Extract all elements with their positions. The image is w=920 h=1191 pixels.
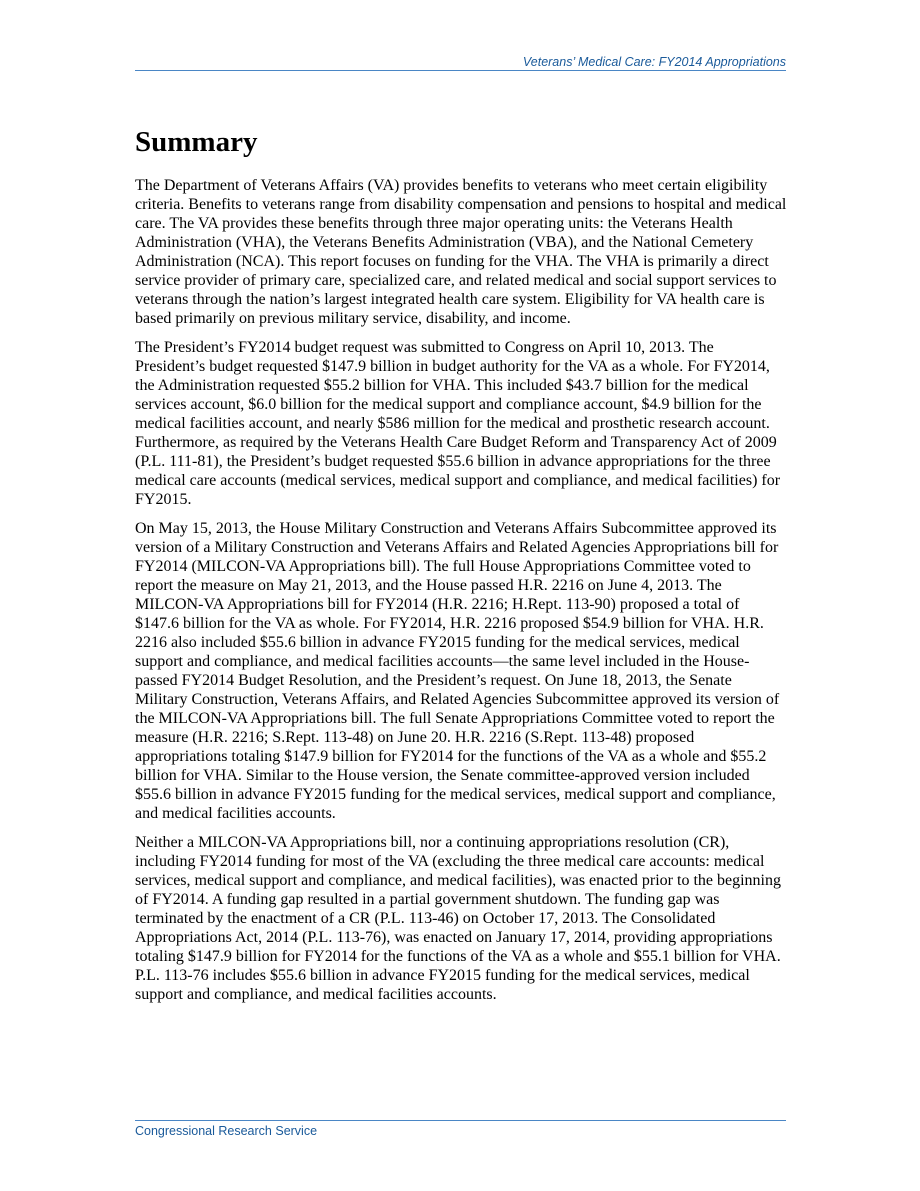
paragraph: Neither a MILCON-VA Appropriations bill, nor a continuing appropriations resolution (CR), including FY2014 funding for most of the VA (excluding the three medical care accounts: medical services, medical support and compliance, and medical facilities), was enacted prior to the beginning of FY2014. A funding gap resulted in a partial government shutdown. The funding gap was terminated by the enactment of a CR (P.L. 113-46) on October 17, 2013. The Consolidated Appropriations Act, 2014 (P.L. 113-76), was enacted on January 17, 2014, providing appropriations totaling $147.9 billion for FY2014 for the functions of the VA as a whole and $55.1 billion for VHA. P.L. 113-76 includes $55.6 billion in advance FY2015 funding for the medical services, medical support and compliance, and medical facilities accounts. xyxy=(135,834,781,1003)
paragraph: The Department of Veterans Affairs (VA) provides benefits to veterans who meet certain eligibility criteria. Benefits to veterans range from disability compensation and pensions to hospital and medical care. The VA provides these benefits through three major operating units: the Veterans Health Administration (VHA), the Veterans Benefits Administration (VBA), and the National Cemetery Administration (NCA). This report focuses on funding for the VHA. The VHA is primarily a direct service provider of primary care, specialized care, and related medical and social support services to veterans through the nation’s largest integrated health care system. Eligibility for VA health care is based primarily on previous military service, disability, and income. xyxy=(135,177,787,327)
page-title: Summary xyxy=(135,126,258,158)
footer-divider xyxy=(135,1120,786,1121)
header-divider xyxy=(135,70,786,71)
running-header: Veterans’ Medical Care: FY2014 Appropriations xyxy=(522,55,786,69)
footer-organization: Congressional Research Service xyxy=(135,1124,318,1138)
summary-body xyxy=(135,176,787,1014)
paragraph: The President’s FY2014 budget request was submitted to Congress on April 10, 2013. The President’s budget requested $147.9 billion in budget authority for the VA as a whole. For FY2014, the Administration requested $55.2 billion for VHA. This included $43.7 billion for the medical services account, $6.0 billion for the medical support and compliance account, $4.9 billion for the medical facilities account, and nearly $586 million for the medical and prosthetic research account. Furthermore, as required by the Veterans Health Care Budget Reform and Transparency Act of 2009 (P.L. 111-81), the President’s budget requested $55.6 billion in advance appropriations for the three medical care accounts (medical services, medical support and compliance, and medical facilities) for FY2015. xyxy=(135,339,781,508)
paragraph: On May 15, 2013, the House Military Construction and Veterans Affairs Subcommittee approved its version of a Military Construction and Veterans Affairs and Related Agencies Appropriations bill for FY2014 (MILCON-VA Appropriations bill). The full House Appropriations Committee voted to report the measure on May 21, 2013, and the House passed H.R. 2216 on June 4, 2013. The MILCON-VA Appropriations bill for FY2014 (H.R. 2216; H.Rept. 113-90) proposed a total of $147.6 billion for the VA as whole. For FY2014, H.R. 2216 proposed $54.9 billion for VHA. H.R. 2216 also included $55.6 billion in advance FY2015 funding for the medical services, medical support and compliance, and medical facilities accounts—the same level included in the House-passed FY2014 Budget Resolution, and the President’s request. On June 18, 2013, the Senate Military Construction, Veterans Affairs, and Related Agencies Subcommittee approved its version of the MILCON-VA Appropriations bill. The full Senate Appropriations Committee voted to report the measure (H.R. 2216; S.Rept. 113-48) on June 20. H.R. 2216 (S.Rept. 113-48) proposed appropriations totaling $147.9 billion for FY2014 for the functions of the VA as a whole and $55.2 billion for VHA. Similar to the House version, the Senate committee-approved version included $55.6 billion in advance FY2015 funding for the medical services, medical support and compliance, and medical facilities accounts. xyxy=(135,520,780,822)
